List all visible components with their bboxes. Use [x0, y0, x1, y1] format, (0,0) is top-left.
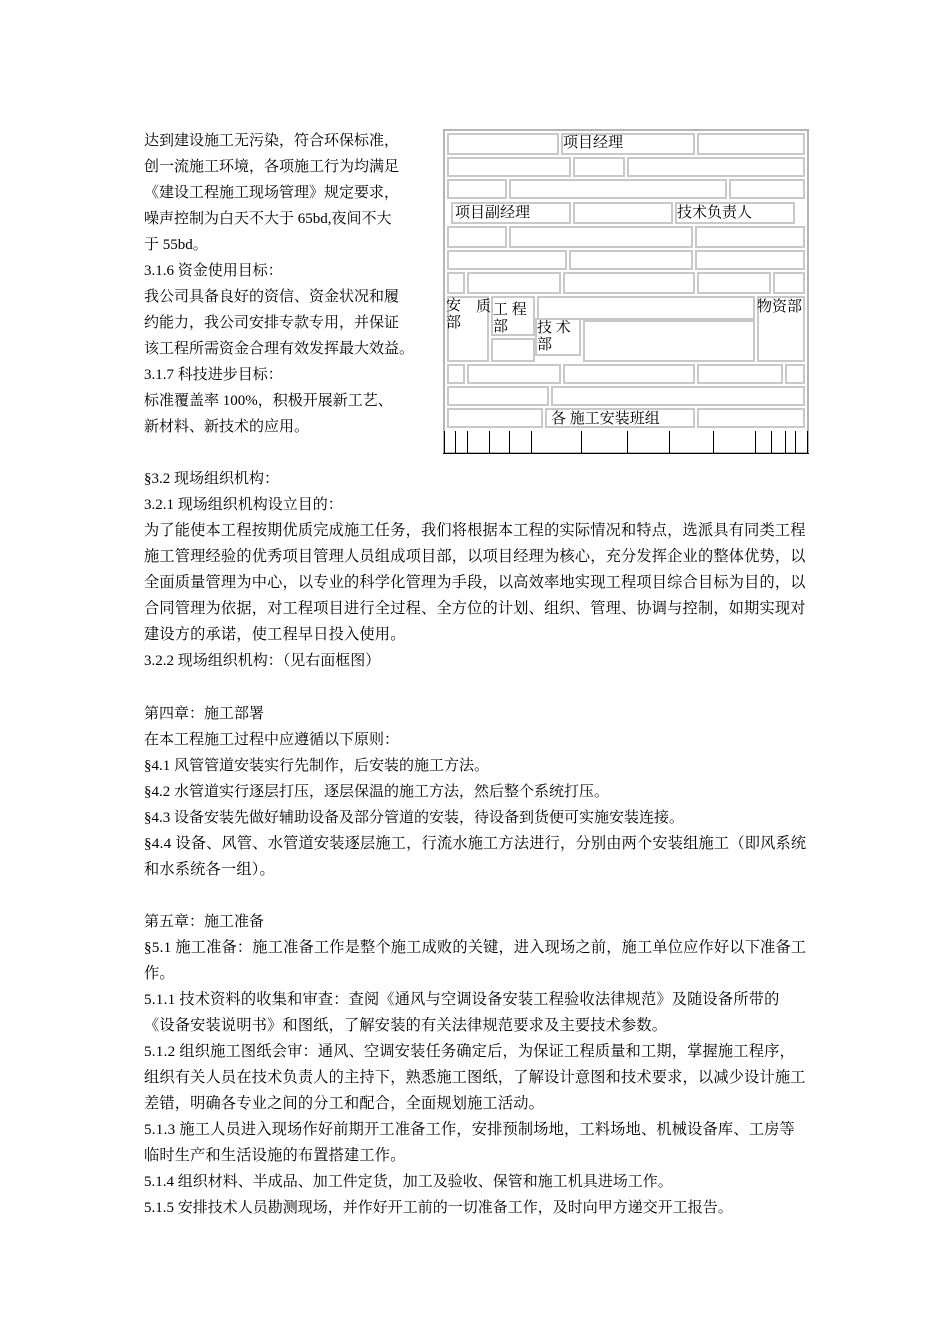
chart-cell: [627, 157, 805, 177]
team-tick: [795, 431, 796, 454]
chart-cell: [509, 226, 693, 248]
item-s51: §5.1 施工准备：施工准备工作是整个施工成败的关键，进入现场之前，施工单位应作好以下准备工作。: [144, 939, 807, 982]
label-install-teams: 各 施工安装班组: [551, 411, 660, 427]
label-tech-dept: 技 术 部: [537, 320, 571, 353]
chart-cell: [537, 296, 755, 320]
chart-cell: [447, 272, 465, 294]
chart-cell: [573, 202, 673, 224]
org-chart: [443, 129, 809, 454]
item-s513: 5.1.3 施工人员进入现场作好前期开工准备工作，安排预制场地，工料场地、机械设备库、工房等临时生产和生活设施的布置搭建工作。: [144, 1121, 795, 1164]
label-quality-dept: 质: [476, 299, 492, 315]
chart-cell: [695, 250, 805, 270]
item-s41: §4.1 风管管道安装实行先制作，后安装的施工方法。: [144, 758, 490, 774]
team-tick: [785, 431, 786, 454]
team-tick: [581, 431, 582, 454]
team-tick: [713, 431, 714, 454]
chart-cell: [697, 133, 805, 155]
chart-cell: [551, 386, 805, 406]
chart-cell: [563, 272, 695, 294]
chart-cell: [447, 386, 549, 406]
label-tech-lead: 技术负责人: [677, 205, 753, 221]
chart-cell: [491, 338, 535, 362]
item-s42: §4.2 水管道实行逐层打压，逐层保温的施工方法，然后整个系统打压。: [144, 784, 610, 800]
chart-cell: [697, 408, 805, 428]
text-line: 新材料、新技术的应用。: [144, 419, 310, 435]
text-line: 约能力，我公司安排专款专用，并保证: [144, 315, 400, 331]
text-line: 我公司具备良好的资信、资金状况和履: [144, 289, 400, 305]
text-line: 标准覆盖率 100%，积极开展新工艺、: [144, 393, 393, 409]
heading-s321: 3.2.1 现场组织机构设立目的：: [144, 497, 343, 513]
chart-cell: [447, 250, 567, 270]
team-tick: [669, 431, 670, 454]
item-s44: §4.4 设备、风管、水管道安装逐层施工，行流水施工方法进行，分别由两个安装组施工（即风系统和水系统各一组）。: [144, 835, 807, 878]
team-tick: [467, 431, 468, 454]
label-materials-dept: 物资部: [757, 299, 803, 315]
text-line: 噪声控制为白天不大于 65bd,夜间不大: [144, 211, 392, 227]
heading-s322: 3.2.2 现场组织机构：（见右面框图）: [144, 653, 381, 669]
text-line: 《建设工程施工现场管理》规定要求，: [144, 185, 400, 201]
chart-cell: [697, 272, 771, 294]
team-tick: [807, 431, 808, 454]
item-s515: 5.1.5 安排技术人员勘测现场，并作好开工前的一切准备工作，及时向甲方递交开工报告。: [144, 1200, 733, 1216]
text-line: 创一流施工环境，各项施工行为均满足: [144, 159, 400, 175]
heading-316: 3.1.6 资金使用目标：: [144, 263, 283, 279]
heading-317: 3.1.7 科技进步目标：: [144, 367, 283, 383]
team-tick: [489, 431, 490, 454]
team-tick: [531, 431, 532, 454]
text-line: 达到建设施工无污染，符合环保标准，: [144, 133, 400, 149]
chart-cell: [509, 179, 727, 199]
chart-cell: [563, 364, 695, 384]
chapter-5-title: 第五章：施工准备: [144, 914, 265, 930]
team-tick: [627, 431, 628, 454]
label-engineering-dept: 工 程 部: [493, 302, 527, 335]
chart-cell: [467, 272, 561, 294]
text-line: 于 55bd。: [144, 237, 208, 253]
item-s514: 5.1.4 组织材料、半成品、加工件定货，加工及验收、保管和施工机具进场工作。: [144, 1174, 673, 1190]
team-tick: [509, 431, 510, 454]
chart-cell: [583, 320, 755, 362]
item-s511: 5.1.1 技术资料的收集和审查：查阅《通风与空调设备安装工程验收法律规范》及随设备所带的《设备安装说明书》和图纸，了解安装的有关法律规范要求及主要技术参数。: [144, 991, 780, 1034]
chart-cell: [447, 157, 571, 177]
chart-cell: [729, 179, 805, 199]
chapter-4-intro: 在本工程施工过程中应遵循以下原则：: [144, 732, 400, 748]
chart-cell: [447, 408, 543, 428]
team-tick: [771, 431, 772, 454]
chart-cell: [447, 226, 507, 248]
chart-cell: [467, 364, 561, 384]
chapter-4-title: 第四章：施工部署: [144, 706, 265, 722]
chart-cell: [447, 133, 559, 155]
item-s512: 5.1.2 组织施工图纸会审：通风、空调安装任务确定后，为保证工程质量和工期，掌握施工程序，组织有关人员在技术负责人的主持下，熟悉施工图纸，了解设计意图和技术要求，以减少设计施工差错，明确各专业之间的分工和配合，全面规划施工活动。: [144, 1043, 806, 1112]
chart-cell: [773, 272, 805, 294]
chart-cell: [573, 157, 625, 177]
paragraph-s321: 为了能使本工程按期优质完成施工任务，我们将根据本工程的实际情况和特点，选派具有同类工程施工管理经验的优秀项目管理人员组成项目部，以项目经理为核心，充分发挥企业的整体优势，以全面质量管理为中心，以专业的科学化管理为手段，以高效率地实现工程项目综合目标为目的，以合同管理为依据，对工程项目进行全过程、全方位的计划、组织、管理、协调与控制，如期实现对建设方的承诺，使工程早日投入使用。: [144, 522, 806, 643]
chart-cell: [569, 250, 693, 270]
text-line: 该工程所需资金合理有效发挥最大效益。: [144, 341, 415, 357]
chart-cell: [447, 179, 507, 199]
chart-cell: [697, 364, 783, 384]
chart-cell: [785, 364, 805, 384]
label-project-manager: 项目经理: [563, 135, 624, 151]
label-deputy-manager: 项目副经理: [455, 205, 531, 221]
item-s43: §4.3 设备安装先做好辅助设备及部分管道的安装，待设备到货便可实施安装连接。: [144, 810, 685, 826]
team-tick: [455, 431, 456, 454]
chart-cell: [447, 364, 465, 384]
heading-s32: §3.2 现场组织机构：: [144, 471, 280, 487]
team-tick: [444, 431, 445, 454]
team-tick: [755, 431, 756, 454]
chart-cell: [695, 226, 805, 248]
label-safety-dept: 安 部: [446, 298, 462, 331]
